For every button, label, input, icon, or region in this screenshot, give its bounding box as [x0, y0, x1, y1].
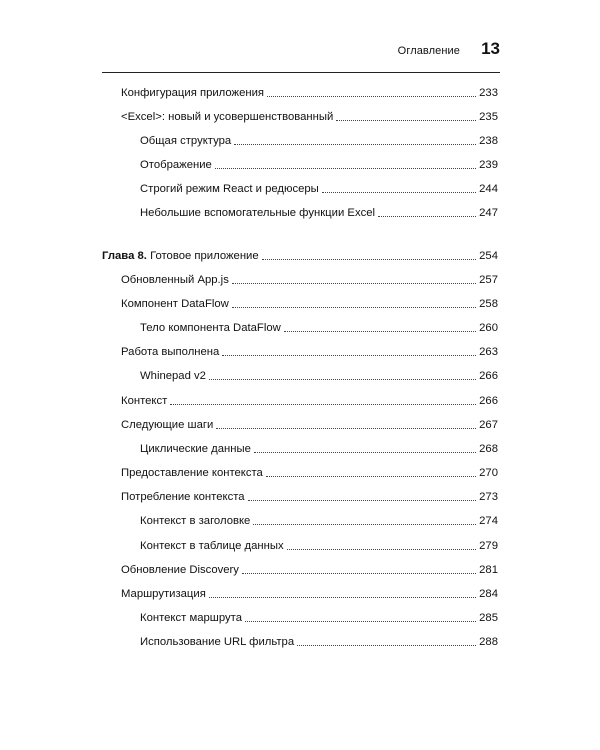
toc-entry-page: 268	[479, 443, 498, 455]
dot-leader	[287, 549, 476, 550]
toc-entry-title: Небольшие вспомогательные функции Excel	[140, 207, 376, 219]
toc-entry-title: Конфигурация приложения	[121, 87, 265, 99]
toc-entry-page: 273	[479, 491, 498, 503]
toc-entry-page: 279	[479, 540, 498, 552]
toc-entry[interactable]	[121, 106, 498, 124]
dot-leader	[248, 500, 477, 501]
toc-entry[interactable]	[140, 365, 498, 383]
toc-entry-page: 266	[479, 395, 498, 407]
chapter-label: Глава 8.	[102, 250, 147, 262]
toc-entry[interactable]	[140, 154, 498, 172]
toc-entry-title: Строгий режим React и редюсеры	[140, 183, 319, 195]
toc-entry-page: 258	[479, 298, 498, 310]
dot-leader	[216, 428, 476, 429]
dot-leader	[284, 331, 476, 332]
toc-entry-title: Следующие шаги	[121, 419, 214, 431]
toc-entry-title: Потребление контекста	[121, 491, 245, 503]
toc-chapter-entry[interactable]	[102, 245, 498, 263]
dot-leader	[209, 597, 476, 598]
toc-entry-title: Маршрутизация	[121, 588, 206, 600]
toc-entry-title: Обновление Discovery	[121, 564, 239, 576]
dot-leader	[253, 524, 476, 525]
toc-entry-title: Общая структура	[140, 135, 232, 147]
toc-entry[interactable]	[140, 202, 498, 220]
toc-entry-title: Контекст	[121, 395, 168, 407]
dot-leader	[215, 168, 476, 169]
dot-leader	[170, 404, 476, 405]
dot-leader	[245, 621, 476, 622]
toc-entry[interactable]	[121, 293, 498, 311]
toc-entry[interactable]	[140, 535, 498, 553]
toc-entry-page: 285	[479, 612, 498, 624]
toc-entry[interactable]	[121, 486, 498, 504]
dot-leader	[322, 192, 476, 193]
toc-entry-page: 288	[479, 636, 498, 648]
toc-entry[interactable]	[121, 390, 498, 408]
toc-entry[interactable]	[140, 178, 498, 196]
dot-leader	[267, 96, 476, 97]
toc-entry-page: 270	[479, 467, 498, 479]
toc-entry[interactable]	[121, 341, 498, 359]
dot-leader	[232, 307, 476, 308]
dot-leader	[266, 476, 476, 477]
toc-entry-title: Контекст маршрута	[140, 612, 242, 624]
toc-entry-page: 235	[479, 111, 498, 123]
toc-entry[interactable]	[121, 559, 498, 577]
dot-leader	[234, 144, 476, 145]
dot-leader	[378, 216, 476, 217]
toc-entry-title: Контекст в заголовке	[140, 515, 251, 527]
toc-entry-page: 267	[479, 419, 498, 431]
dot-leader	[297, 645, 476, 646]
dot-leader	[262, 259, 476, 260]
toc-entry[interactable]	[121, 82, 498, 100]
chapter-name: Готовое приложение	[146, 250, 259, 262]
dot-leader	[242, 573, 476, 574]
toc-entry-page: 239	[479, 159, 498, 171]
toc-entry[interactable]	[121, 414, 498, 432]
toc-entry[interactable]	[140, 438, 498, 456]
header-section-title: Оглавление	[397, 45, 460, 57]
toc-entry[interactable]	[140, 317, 498, 335]
toc-entry-title: Компонент DataFlow	[121, 298, 229, 310]
toc-entry[interactable]	[140, 631, 498, 649]
toc-entry-page: 238	[479, 135, 498, 147]
toc-entry-title: Циклические данные	[140, 443, 251, 455]
dot-leader	[336, 120, 476, 121]
toc-entry-title: Обновленный App.js	[121, 274, 229, 286]
toc-chapter-title	[102, 249, 259, 263]
toc-entry-page: 233	[479, 87, 498, 99]
dot-leader	[232, 283, 476, 284]
toc-entry-title: Whinepad v2	[140, 370, 206, 382]
toc-entry-page: 257	[479, 274, 498, 286]
toc-entry-page: 244	[479, 183, 498, 195]
toc-entry-title: Отображение	[140, 159, 212, 171]
toc-entry[interactable]	[121, 462, 498, 480]
toc-entry-page: 254	[479, 250, 498, 262]
toc-entry-title: Контекст в таблице данных	[140, 540, 284, 552]
toc-entry[interactable]	[140, 510, 498, 528]
toc-entry-page: 247	[479, 207, 498, 219]
toc-entry-page: 260	[479, 322, 498, 334]
toc-entry-page: 274	[479, 515, 498, 527]
toc-entry[interactable]	[140, 607, 498, 625]
dot-leader	[209, 379, 476, 380]
toc-entry-title: Предоставление контекста	[121, 467, 263, 479]
toc-entry-title: <Excel>: новый и усовершенствованный	[121, 111, 334, 123]
toc-entry-title: Тело компонента DataFlow	[140, 322, 281, 334]
toc-entry[interactable]	[140, 130, 498, 148]
toc-entry-page: 281	[479, 564, 498, 576]
toc-entry-title: Использование URL фильтра	[140, 636, 295, 648]
dot-leader	[222, 355, 476, 356]
toc-entry-title: Работа выполнена	[121, 346, 220, 358]
toc-entry-page: 263	[479, 346, 498, 358]
toc-entry[interactable]	[121, 583, 498, 601]
toc-entry-page: 284	[479, 588, 498, 600]
header-page-number: 13	[481, 39, 500, 58]
toc-entry[interactable]	[121, 269, 498, 287]
dot-leader	[254, 452, 476, 453]
toc-entry-page: 266	[479, 370, 498, 382]
